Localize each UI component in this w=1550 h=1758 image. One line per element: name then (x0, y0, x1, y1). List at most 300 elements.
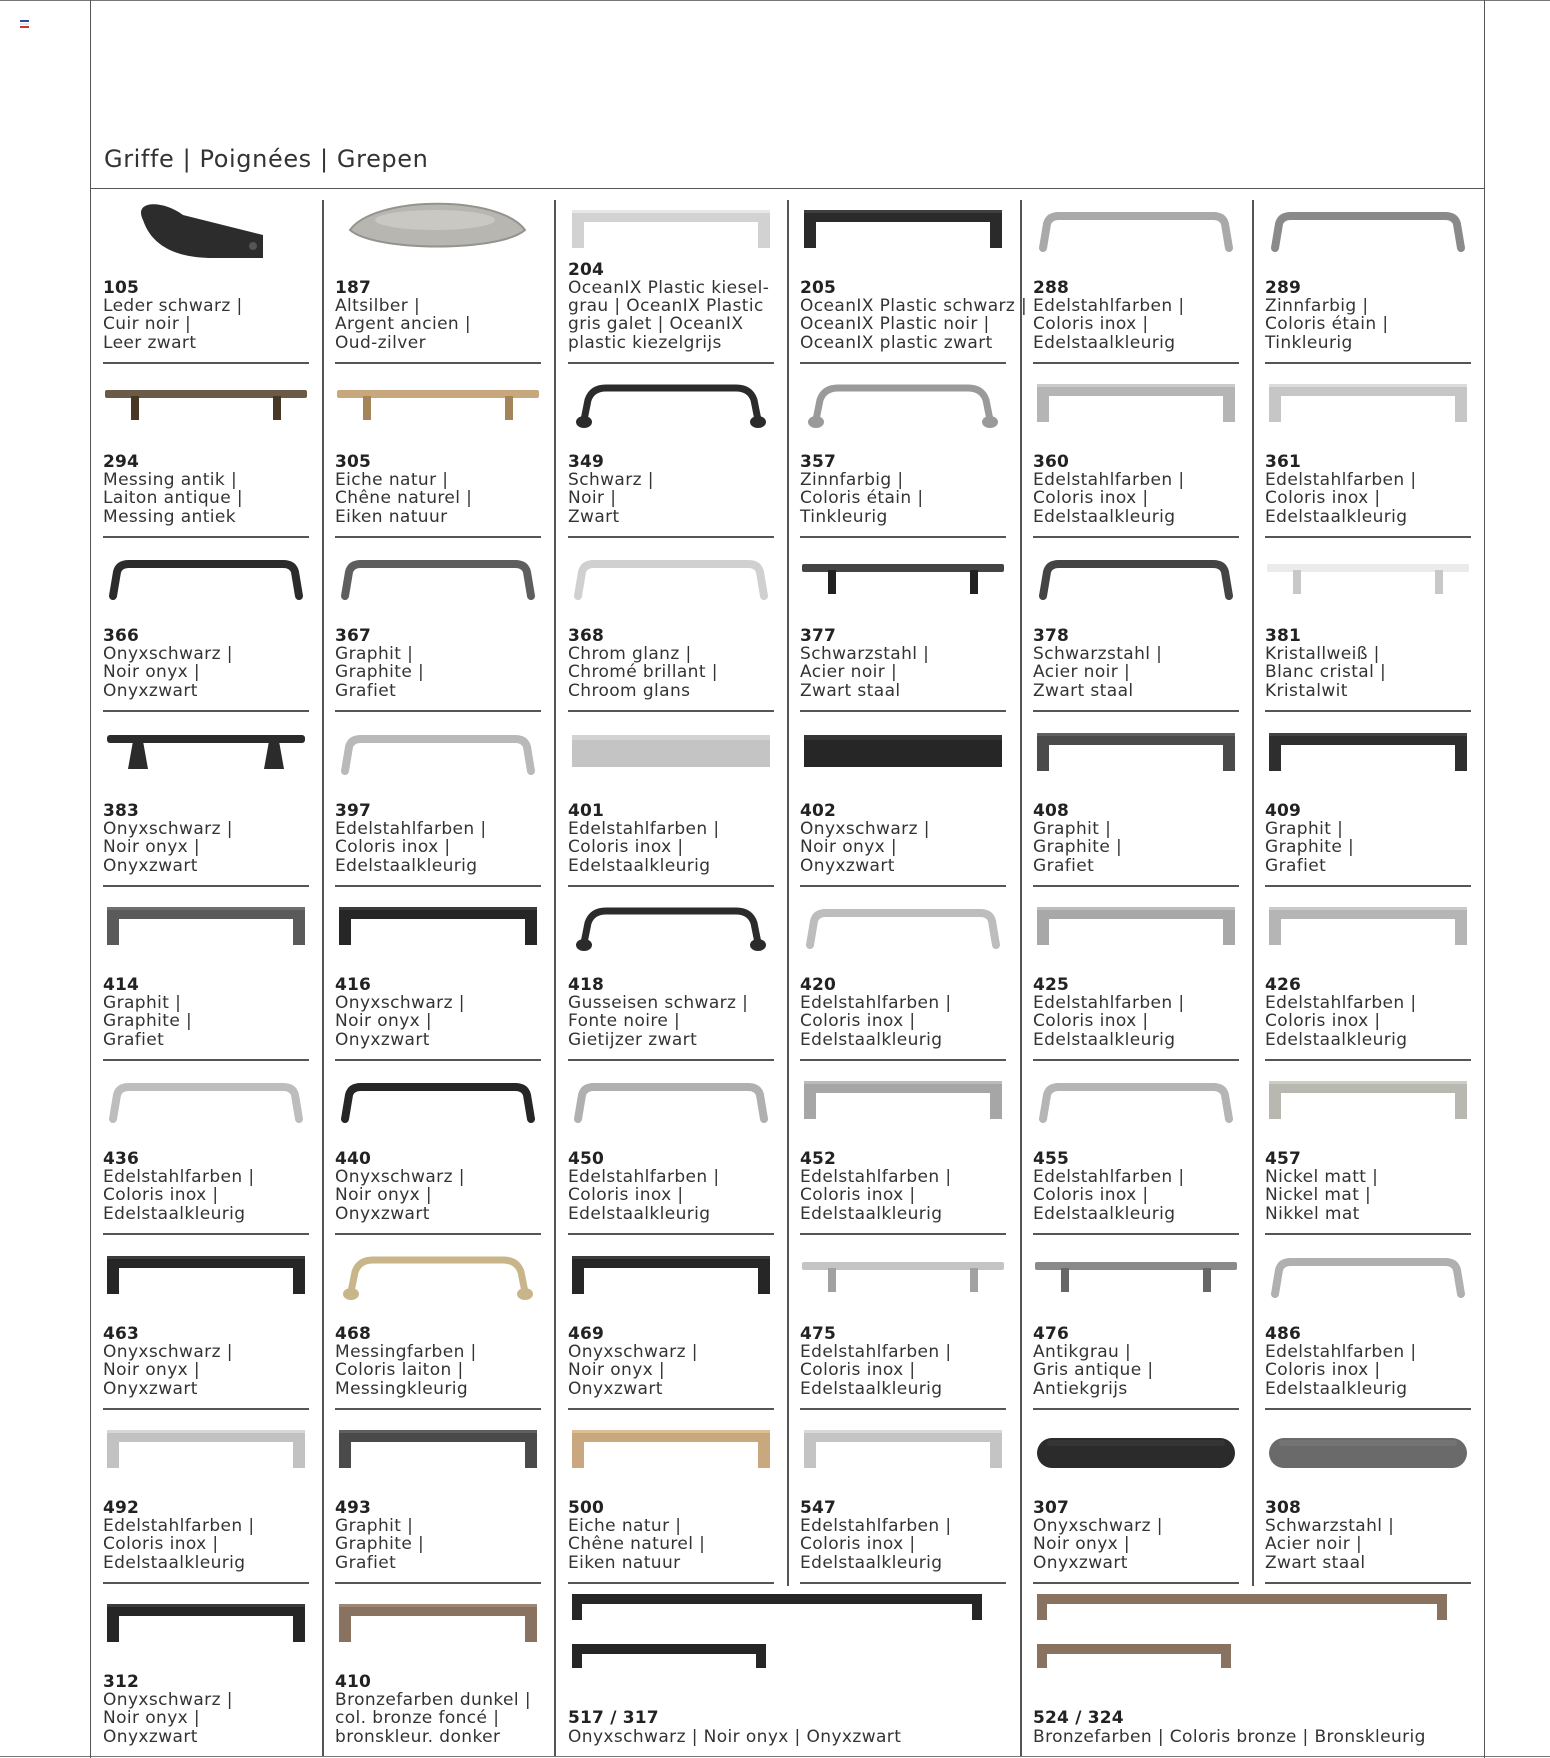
handle-finish-line: Edelstahlfarben | (103, 1167, 255, 1188)
cell-rule (103, 1233, 309, 1235)
arched-handle-icon (568, 887, 774, 971)
handle-description (1265, 279, 1389, 352)
cell-rule (335, 1233, 541, 1235)
handle-description (1033, 279, 1185, 352)
page-title: Griffe | Poignées | Grepen (104, 145, 429, 173)
handle-card-312 (103, 1584, 309, 1758)
handle-description (103, 453, 243, 526)
handle-finish-line: Nikkel mat (1265, 1203, 1360, 1224)
handle-finish-line: Grafiet (335, 1552, 397, 1573)
handle-code: 312 (103, 1671, 140, 1692)
handle-description (1265, 1499, 1394, 1572)
handle-card-452 (800, 1061, 1006, 1235)
bar-handle-icon (800, 1061, 1006, 1145)
handle-finish-line: Graphite | (1265, 837, 1355, 858)
handle-finish-line: Schwarz | (568, 470, 654, 491)
handle-description (103, 1499, 255, 1572)
double-bar-handle-icon (568, 1584, 998, 1668)
handle-finish-line: Grafiet (103, 1029, 165, 1050)
handle-finish-line: Onyxschwarz | (800, 819, 930, 840)
cell-rule (568, 1233, 774, 1235)
handle-card-187 (335, 190, 541, 364)
handle-description (1033, 453, 1185, 526)
handle-finish-line: Cuir noir | (103, 314, 192, 335)
handle-finish-line: Coloris étain | (1265, 314, 1389, 335)
handle-finish-line: Schwarzstahl | (1033, 644, 1163, 665)
handle-finish-line: Onyxschwarz | (103, 1342, 233, 1363)
handle-card-476 (1033, 1236, 1239, 1410)
handle-finish-line: Coloris inox | (1265, 488, 1381, 509)
handle-card-420 (800, 887, 1006, 1061)
cell-rule (1033, 1233, 1239, 1235)
bow-handle-icon (1033, 538, 1239, 622)
arched-handle-icon (335, 1236, 541, 1320)
handle-description (1033, 1709, 1426, 1746)
handle-description (568, 976, 748, 1049)
handle-finish-line: Coloris inox | (800, 1360, 916, 1381)
handle-code: 426 (1265, 974, 1302, 995)
handle-finish-line: col. bronze foncé | (335, 1708, 500, 1729)
handle-finish-line: Coloris inox | (1265, 1360, 1381, 1381)
handle-finish-line: Noir onyx | (103, 662, 201, 683)
handle-code: 361 (1265, 451, 1302, 472)
handle-finish-line: Noir onyx | (103, 1708, 201, 1729)
cell-rule (800, 1233, 1006, 1235)
handle-card-436 (103, 1061, 309, 1235)
handle-finish-line: Onyxzwart (335, 1029, 430, 1050)
handle-finish-line: Zinnfarbig | (800, 470, 904, 491)
handle-code: 452 (800, 1148, 837, 1169)
handle-card-402 (800, 713, 1006, 887)
handle-description (568, 802, 720, 875)
handle-card-408 (1033, 713, 1239, 887)
handle-code: 357 (800, 451, 837, 472)
handle-finish-line: Zinnfarbig | (1265, 296, 1369, 317)
handle-card-414 (103, 887, 309, 1061)
handle-card-426 (1265, 887, 1471, 1061)
handle-description (800, 1499, 952, 1572)
handle-finish-line: Edelstaalkleurig (1265, 506, 1408, 527)
bow-handle-icon (1033, 1061, 1239, 1145)
handle-finish-line: Gris antique | (1033, 1360, 1154, 1381)
handle-finish-line: Coloris inox | (103, 1534, 219, 1555)
handle-code: 418 (568, 974, 605, 995)
handle-finish-line: Blanc cristal | (1265, 662, 1387, 683)
handle-finish-line: Messingfarben | (335, 1342, 477, 1363)
handle-finish-line: Antiekgrijs (1033, 1378, 1128, 1399)
handle-card-418 (568, 887, 774, 1061)
handle-card-440 (335, 1061, 541, 1235)
handle-code: 463 (103, 1323, 140, 1344)
handle-finish-line: Bronzefarben | Coloris bronze | Bronskleurig (1033, 1726, 1426, 1747)
cell-rule (103, 710, 309, 712)
handle-finish-line: Gusseisen schwarz | (568, 993, 749, 1014)
handle-card-289 (1265, 190, 1471, 364)
handle-finish-line: Edelstaalkleurig (1265, 1029, 1408, 1050)
handle-finish-line: Zwart staal (1033, 680, 1134, 701)
bar-handle-icon (1265, 713, 1471, 797)
handle-finish-line: Coloris inox | (1033, 314, 1149, 335)
handle-code: 416 (335, 974, 372, 995)
handle-description (335, 976, 465, 1049)
handle-finish-line: Grafiet (1265, 855, 1327, 876)
page-border-right (1484, 0, 1485, 1758)
cup-shell-handle-icon (335, 190, 541, 274)
handle-finish-line: Kristalwit (1265, 680, 1348, 701)
bow-handle-icon (335, 538, 541, 622)
handle-finish-line: Messingkleurig (335, 1378, 469, 1399)
handle-description (800, 453, 924, 526)
handle-card-368 (568, 538, 774, 712)
handle-finish-line: Graphite | (1033, 837, 1123, 858)
handle-finish-line: Noir onyx | (335, 1011, 433, 1032)
handle-description (568, 627, 718, 700)
handle-finish-line: bronskleur. donker (335, 1726, 501, 1747)
handle-finish-line: Altsilber | (335, 296, 421, 317)
handle-finish-line: Schwarzstahl | (800, 644, 930, 665)
handle-code: 492 (103, 1497, 140, 1518)
handle-code: 547 (800, 1497, 837, 1518)
handle-finish-line: Onyxschwarz | (103, 819, 233, 840)
t-bar-handle-icon (335, 364, 541, 448)
handle-finish-line: Coloris étain | (800, 488, 924, 509)
handle-finish-line: Coloris inox | (335, 837, 451, 858)
handle-description (103, 1150, 255, 1223)
bar-handle-icon (335, 887, 541, 971)
handle-description (568, 1150, 720, 1223)
handle-finish-line: Edelstaalkleurig (335, 855, 478, 876)
handle-finish-line: Edelstaalkleurig (568, 855, 711, 876)
header-rule (90, 188, 1485, 189)
handle-finish-line: Chroom glans (568, 680, 691, 701)
handle-code: 288 (1033, 277, 1070, 298)
handle-card-294 (103, 364, 309, 538)
handle-description (103, 976, 192, 1049)
handle-code: 294 (103, 451, 140, 472)
handle-code: 486 (1265, 1323, 1302, 1344)
handle-finish-line: Noir onyx | (800, 837, 898, 858)
handle-finish-line: Leer zwart (103, 332, 197, 353)
handle-description (1265, 1325, 1417, 1398)
handle-finish-line: Leder schwarz | (103, 296, 243, 317)
handle-code: 307 (1033, 1497, 1070, 1518)
handle-finish-line: Onyxzwart (103, 1378, 198, 1399)
bar-handle-icon (800, 190, 1006, 274)
handle-description (1033, 802, 1122, 875)
handle-card-377 (800, 538, 1006, 712)
handle-finish-line: Edelstaalkleurig (103, 1552, 246, 1573)
handle-finish-line: Edelstahlfarben | (103, 1516, 255, 1537)
cell-rule (800, 710, 1006, 712)
cell-rule (1265, 1233, 1471, 1235)
handle-finish-line: Antikgrau | (1033, 1342, 1132, 1363)
handle-code: 383 (103, 800, 140, 821)
handle-finish-line: Argent ancien | (335, 314, 472, 335)
handle-description (1265, 802, 1354, 875)
handle-finish-line: Nickel mat | (1265, 1185, 1372, 1206)
handle-description (1033, 1325, 1153, 1398)
t-bar-handle-icon (1033, 1236, 1239, 1320)
flat-bar-handle-icon (800, 713, 1006, 797)
handle-code: 401 (568, 800, 605, 821)
handle-finish-line: Edelstaalkleurig (1033, 506, 1176, 527)
handle-finish-line: Acier noir | (800, 662, 898, 683)
handle-code: 455 (1033, 1148, 1070, 1169)
bar-handle-icon (1033, 887, 1239, 971)
bar-handle-icon (103, 1236, 309, 1320)
handle-finish-line: Onyxzwart (103, 1726, 198, 1747)
handle-code: 187 (335, 277, 372, 298)
handle-code: 381 (1265, 625, 1302, 646)
bow-handle-icon (1265, 190, 1471, 274)
handle-finish-line: Edelstahlfarben | (568, 819, 720, 840)
handle-finish-line: Tinkleurig (1265, 332, 1353, 353)
page-border-top (0, 0, 1550, 1)
bow-handle-icon (335, 1061, 541, 1145)
handle-card-475 (800, 1236, 1006, 1410)
handle-card-307 (1033, 1410, 1239, 1584)
handle-finish-line: Onyxschwarz | (1033, 1516, 1163, 1537)
handle-card-383 (103, 713, 309, 887)
handle-card-357 (800, 364, 1006, 538)
handle-finish-line: Graphite | (103, 1011, 193, 1032)
handle-finish-line: Noir | (568, 488, 617, 509)
handle-finish-line: Edelstahlfarben | (1265, 993, 1417, 1014)
handle-description (335, 453, 472, 526)
handle-description (335, 1150, 465, 1223)
t-bar-handle-icon (800, 1236, 1006, 1320)
handle-finish-line: Schwarzstahl | (1265, 1516, 1395, 1537)
handle-finish-line: Noir onyx | (335, 1185, 433, 1206)
handle-description (1033, 1150, 1185, 1223)
handle-finish-line: Chromé brillant | (568, 662, 718, 683)
handle-card-469 (568, 1236, 774, 1410)
flat-bar-handle-icon (568, 713, 774, 797)
handle-finish-line: Zwart staal (1265, 1552, 1366, 1573)
bow-handle-icon (568, 1061, 774, 1145)
handle-card-410 (335, 1584, 541, 1758)
t-bar-handle-icon (800, 538, 1006, 622)
handle-finish-line: Edelstahlfarben | (1265, 470, 1417, 491)
handle-finish-line: plastic kiezelgrijs (568, 332, 722, 353)
handle-card-416 (335, 887, 541, 1061)
handle-finish-line: grau | OceanIX Plastic (568, 296, 764, 317)
handle-code: 420 (800, 974, 837, 995)
handle-description (568, 453, 654, 526)
handle-code: 436 (103, 1148, 140, 1169)
handle-finish-line: Edelstaalkleurig (800, 1203, 943, 1224)
handle-finish-line: Edelstaalkleurig (103, 1203, 246, 1224)
handle-description (800, 279, 1027, 352)
bow-handle-icon (1033, 190, 1239, 274)
handle-finish-line: Chêne naturel | (335, 488, 473, 509)
handle-description (1265, 627, 1386, 700)
handle-finish-line: Edelstahlfarben | (568, 1167, 720, 1188)
handle-finish-line: Edelstahlfarben | (1033, 1167, 1185, 1188)
handle-description (335, 627, 424, 700)
handle-finish-line: Onyxschwarz | (103, 1690, 233, 1711)
handle-finish-line: Edelstahlfarben | (800, 1342, 952, 1363)
handle-finish-line: Chrom glanz | (568, 644, 692, 665)
handle-card-500 (568, 1410, 774, 1584)
bow-handle-icon (800, 887, 1006, 971)
handle-code: 377 (800, 625, 837, 646)
handle-finish-line: Onyxschwarz | (335, 993, 465, 1014)
handle-finish-line: Acier noir | (1033, 662, 1131, 683)
handle-finish-line: Edelstaalkleurig (568, 1203, 711, 1224)
handle-finish-line: Onyxzwart (1033, 1552, 1128, 1573)
handle-finish-line: Coloris inox | (800, 1185, 916, 1206)
handle-finish-line: Noir onyx | (103, 1360, 201, 1381)
arched-handle-icon (800, 364, 1006, 448)
handle-code: 440 (335, 1148, 372, 1169)
handle-finish-line: Noir onyx | (103, 837, 201, 858)
handle-card-305 (335, 364, 541, 538)
handle-finish-line: Edelstahlfarben | (1033, 296, 1185, 317)
handle-code: 469 (568, 1323, 605, 1344)
handle-finish-line: Gietijzer zwart (568, 1029, 698, 1050)
bar-handle-icon (335, 1410, 541, 1494)
handle-card-486 (1265, 1236, 1471, 1410)
handle-finish-line: Kristallweiß | (1265, 644, 1380, 665)
handle-code: 408 (1033, 800, 1070, 821)
t-bar-handle-icon (103, 364, 309, 448)
handle-finish-line: Coloris inox | (1033, 1185, 1149, 1206)
handle-code: 475 (800, 1323, 837, 1344)
handle-finish-line: Eiken natuur (568, 1552, 681, 1573)
handle-description (1033, 1499, 1163, 1572)
bar-handle-icon (1033, 713, 1239, 797)
handle-finish-line: Coloris inox | (568, 837, 684, 858)
handle-code: 205 (800, 277, 837, 298)
handle-code: 366 (103, 625, 140, 646)
handle-finish-line: Edelstaalkleurig (1265, 1378, 1408, 1399)
handle-finish-line: Edelstaalkleurig (800, 1378, 943, 1399)
handle-finish-line: Edelstaalkleurig (800, 1552, 943, 1573)
bow-handle-icon (568, 538, 774, 622)
handle-code: 305 (335, 451, 372, 472)
cell-rule (335, 710, 541, 712)
handle-finish-line: Grafiet (1033, 855, 1095, 876)
handle-description (1033, 976, 1185, 1049)
handle-card-205 (800, 190, 1028, 364)
arched-handle-icon (568, 364, 774, 448)
flag-icon[interactable] (20, 20, 29, 27)
handle-finish-line: Edelstahlfarben | (1033, 470, 1185, 491)
handle-code: 410 (335, 1671, 372, 1692)
handle-card-457 (1265, 1061, 1471, 1235)
handle-card-468 (335, 1236, 541, 1410)
bar-handle-icon (568, 1236, 774, 1320)
handle-finish-line: Onyxzwart (568, 1378, 663, 1399)
handle-finish-line: Messing antiek (103, 506, 237, 527)
handle-finish-line: Edelstaalkleurig (1033, 1203, 1176, 1224)
handle-description (800, 976, 952, 1049)
handle-code: 425 (1033, 974, 1070, 995)
handle-finish-line: Coloris inox | (1265, 1011, 1381, 1032)
handle-description (103, 279, 243, 352)
handle-finish-line: Graphit | (335, 1516, 414, 1537)
handle-finish-line: Graphit | (103, 993, 182, 1014)
handle-description (1033, 627, 1162, 700)
handle-finish-line: Edelstahlfarben | (800, 1167, 952, 1188)
bow-handle-icon (1265, 1236, 1471, 1320)
handle-finish-line: Eiken natuur (335, 506, 448, 527)
handle-finish-line: Onyxschwarz | Noir onyx | Onyxzwart (568, 1726, 902, 1747)
handle-description (1265, 1150, 1378, 1223)
handle-card-493 (335, 1410, 541, 1584)
cell-rule (1265, 710, 1471, 712)
column-divider (1020, 200, 1022, 1756)
bow-handle-icon (335, 713, 541, 797)
handle-description (103, 1325, 233, 1398)
handle-finish-line: Noir onyx | (568, 1360, 666, 1381)
handle-code: 368 (568, 625, 605, 646)
handle-finish-line: Chêne naturel | (568, 1534, 706, 1555)
handle-description (335, 802, 487, 875)
handle-description (800, 627, 929, 700)
handle-card-381 (1265, 538, 1471, 712)
handle-finish-line: Onyxzwart (335, 1203, 430, 1224)
cell-rule (568, 710, 774, 712)
handle-finish-line: Edelstahlfarben | (1033, 993, 1185, 1014)
handle-finish-line: Coloris inox | (800, 1011, 916, 1032)
column-divider (787, 200, 789, 1586)
handle-finish-line: Coloris inox | (568, 1185, 684, 1206)
handle-card-105 (103, 190, 309, 364)
handle-finish-line: Graphit | (335, 644, 414, 665)
page-border-left (90, 0, 91, 1758)
handle-finish-line: OceanIX Plastic schwarz | (800, 296, 1028, 317)
handle-finish-line: Tinkleurig (800, 506, 888, 527)
handle-finish-line: OceanIX plastic zwart (800, 332, 993, 353)
handle-code: 367 (335, 625, 372, 646)
bar-handle-icon (568, 1410, 774, 1494)
bar-handle-icon (103, 1584, 309, 1668)
handle-description (335, 1499, 424, 1572)
handle-finish-line: Messing antik | (103, 470, 238, 491)
handle-description (335, 1325, 477, 1398)
handle-finish-line: Laiton antique | (103, 488, 243, 509)
handle-finish-line: Onyxzwart (103, 680, 198, 701)
handle-description (568, 1325, 698, 1398)
handle-finish-line: Edelstahlfarben | (1265, 1342, 1417, 1363)
handle-description (1265, 976, 1417, 1049)
bar-handle-icon (1265, 1061, 1471, 1145)
column-divider (1252, 200, 1254, 1586)
handle-description (335, 279, 471, 352)
bar-handle-icon (103, 1410, 309, 1494)
handle-description (568, 1499, 705, 1572)
handle-finish-line: Coloris inox | (1033, 488, 1149, 509)
handle-finish-line: Noir onyx | (1033, 1534, 1131, 1555)
handle-finish-line: Edelstaalkleurig (800, 1029, 943, 1050)
handle-finish-line: Fonte noire | (568, 1011, 681, 1032)
handle-finish-line: Onyxschwarz | (335, 1167, 465, 1188)
cone-foot-handle-icon (103, 713, 309, 797)
handle-code: 450 (568, 1148, 605, 1169)
handle-finish-line: gris galet | OceanIX (568, 314, 744, 335)
handle-code: 524 / 324 (1033, 1708, 1124, 1729)
handle-finish-line: Edelstaalkleurig (1033, 1029, 1176, 1050)
bar-handle-icon (1033, 364, 1239, 448)
handle-card-463 (103, 1236, 309, 1410)
handle-description (103, 627, 233, 700)
handle-finish-line: Coloris inox | (1033, 1011, 1149, 1032)
handle-card-425 (1033, 887, 1239, 1061)
handle-finish-line: Edelstahlfarben | (800, 993, 952, 1014)
handle-finish-line: Graphite | (335, 1534, 425, 1555)
